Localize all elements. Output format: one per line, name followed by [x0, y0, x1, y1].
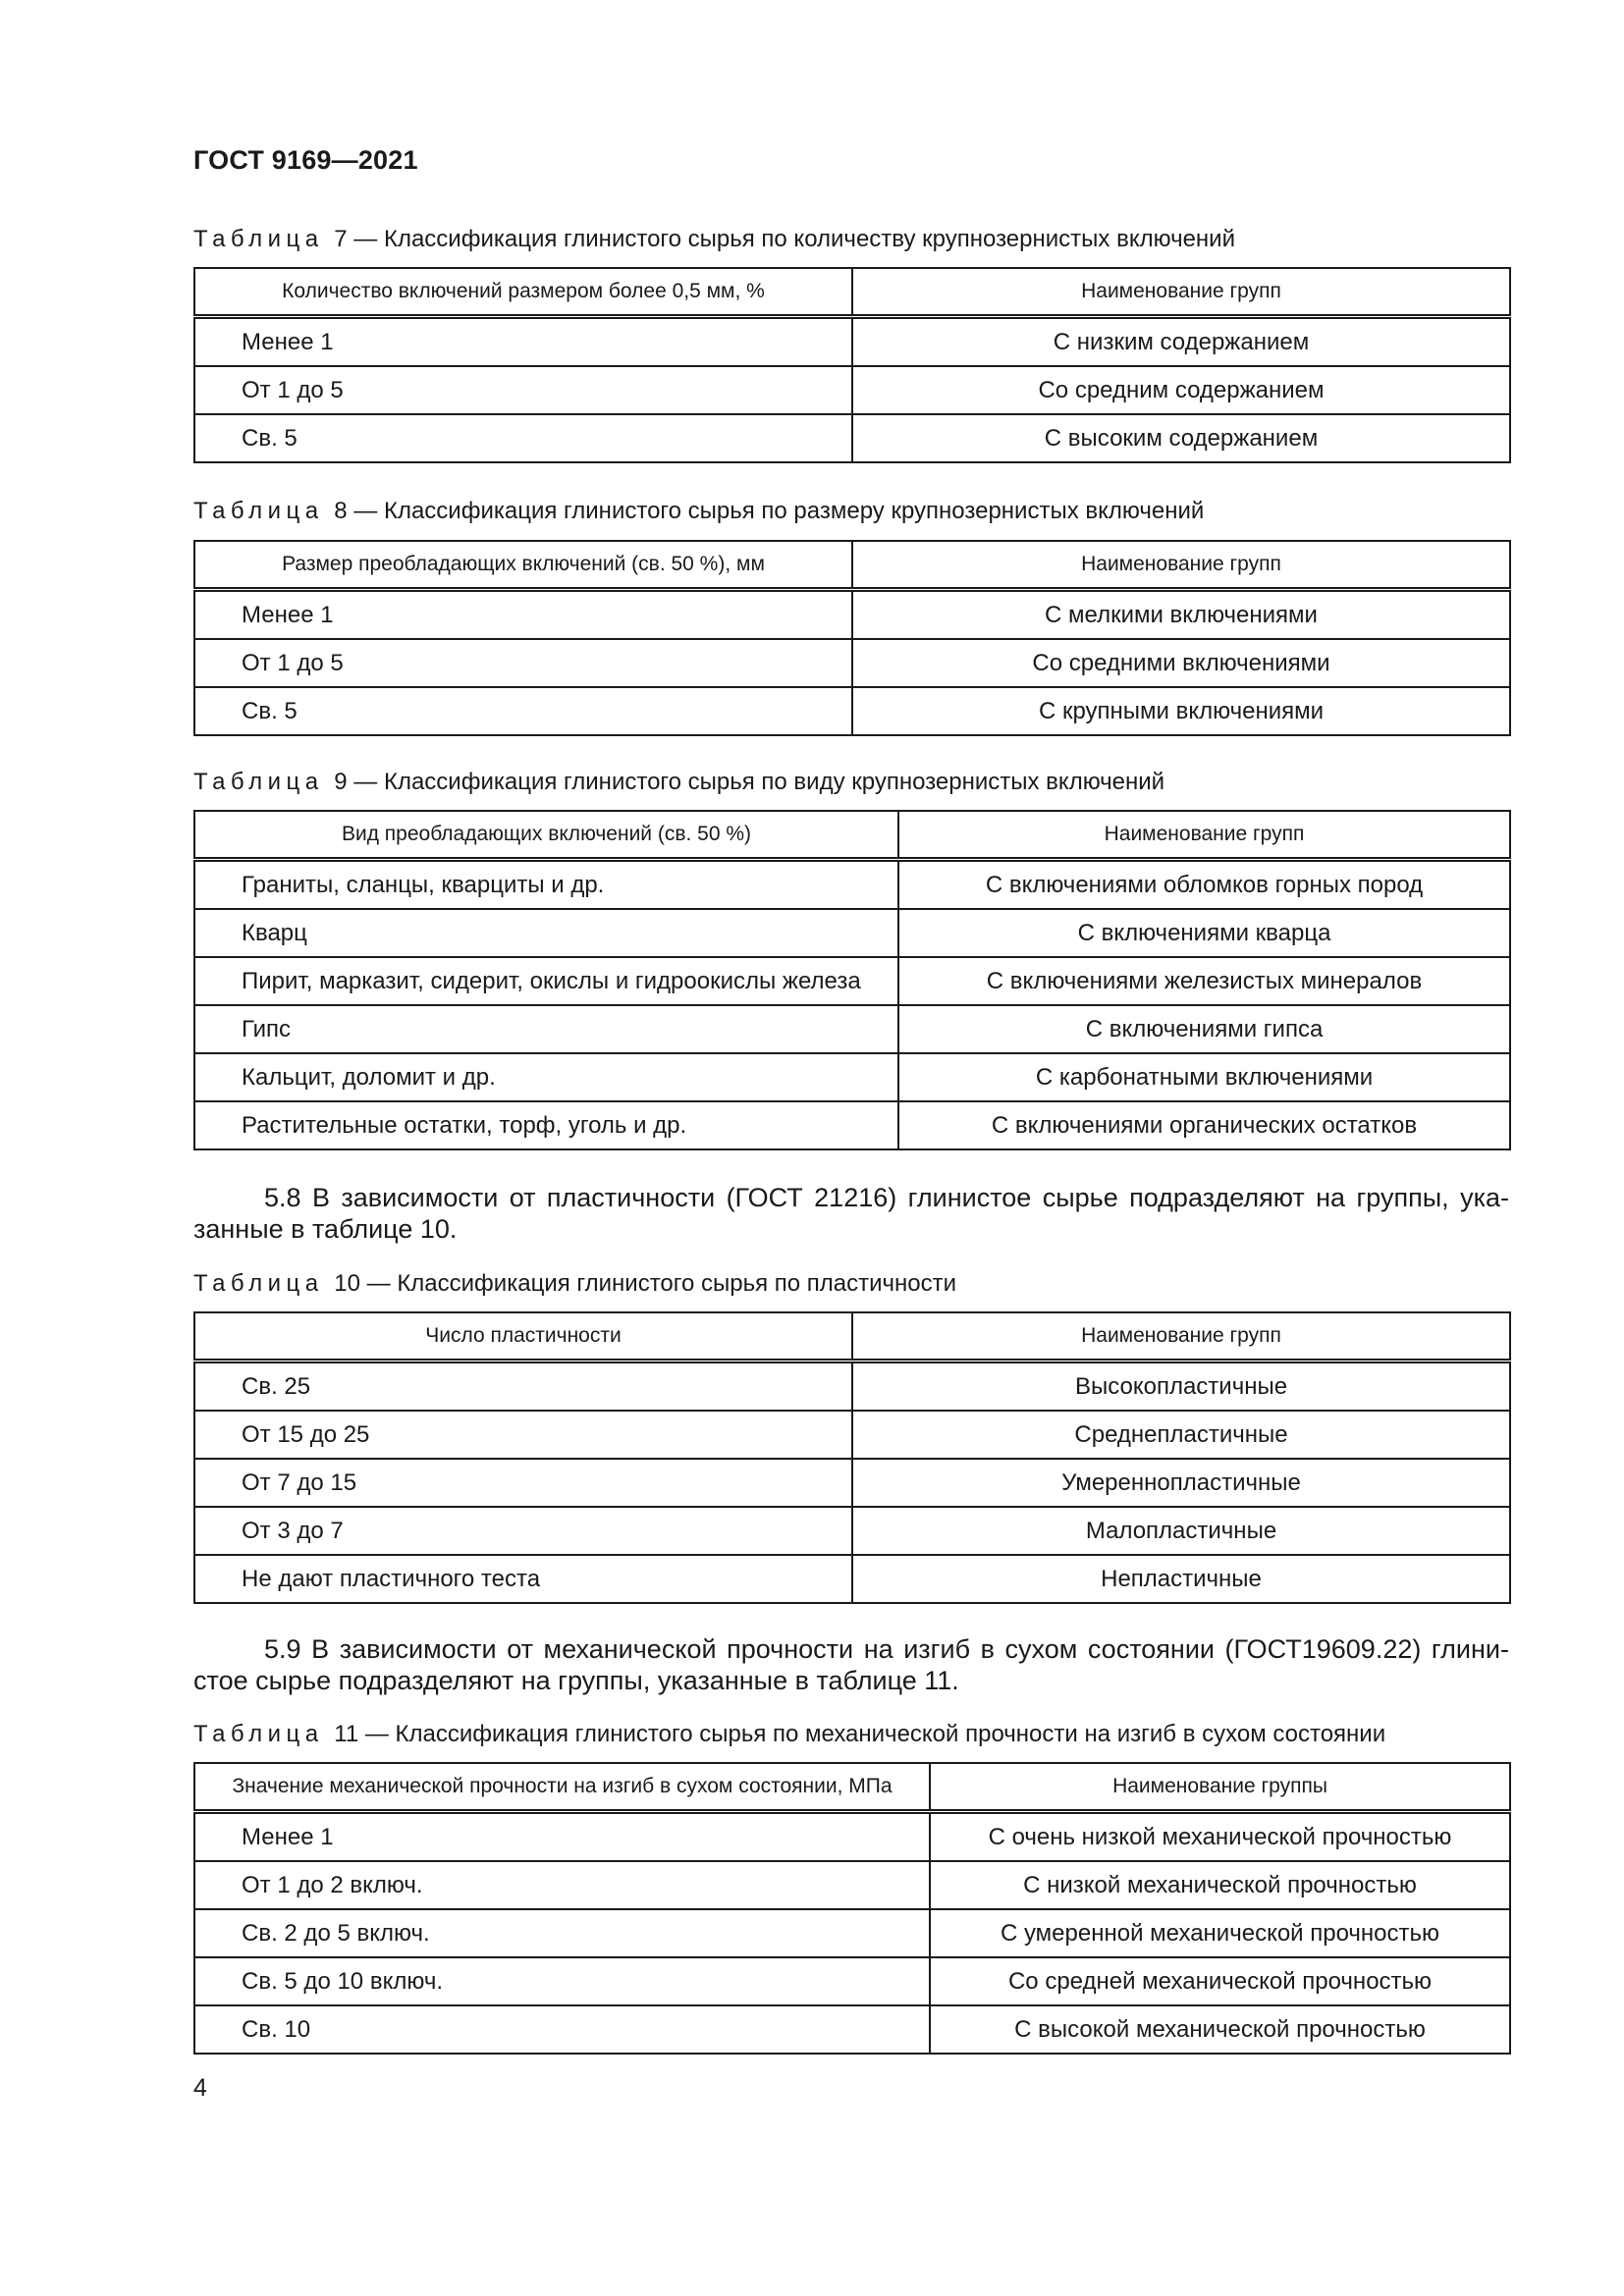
table-cell: Со средним содержанием — [852, 366, 1510, 414]
table-row — [194, 2005, 1510, 2054]
table-cell: Умереннопластичные — [852, 1459, 1510, 1507]
paragraph-line: стое сырье подразделяют на группы, указанные в таблице 11. — [193, 1666, 959, 1695]
table-cell: От 3 до 7 — [194, 1507, 852, 1555]
table10 — [193, 1311, 1511, 1604]
table-row — [194, 909, 1510, 957]
table-row — [194, 687, 1510, 735]
table-cell: Св. 10 — [194, 2005, 930, 2054]
table-cell: С низким содержанием — [852, 317, 1510, 367]
table-cell: Менее 1 — [194, 317, 852, 367]
table-cell: Высокопластичные — [852, 1362, 1510, 1412]
table-cell: Со средней механической прочностью — [930, 1957, 1510, 2005]
table-row — [194, 317, 1510, 367]
table-row — [194, 590, 1510, 640]
table-cell: Пирит, марказит, сидерит, окислы и гидроокислы железа — [194, 957, 898, 1005]
table-row — [194, 1812, 1510, 1862]
table-cell: От 1 до 5 — [194, 366, 852, 414]
table11-header-cell: Значение механической прочности на изгиб в сухом состоянии, МПа — [194, 1763, 930, 1812]
table7-caption-word: Таблица — [193, 226, 324, 252]
table-cell: С высокой механической прочностью — [930, 2005, 1510, 2054]
table-cell: Не дают пластичного теста — [194, 1555, 852, 1603]
table-row — [194, 366, 1510, 414]
table-row — [194, 1555, 1510, 1603]
table-row — [194, 414, 1510, 462]
table-cell: С очень низкой механической прочностью — [930, 1812, 1510, 1862]
table11-caption-word: Таблица — [193, 1721, 324, 1747]
table-row — [194, 1909, 1510, 1957]
table9-caption-word: Таблица — [193, 769, 324, 795]
table-cell: От 1 до 2 включ. — [194, 1861, 930, 1909]
table8-caption-title: 8 — Классификация глинистого сырья по размеру крупнозернистых включений — [334, 498, 1205, 524]
table-cell: Непластичные — [852, 1555, 1510, 1603]
table8-header-cell: Размер преобладающих включений (св. 50 %), мм — [194, 541, 852, 590]
table-row — [194, 1101, 1510, 1149]
paragraph-line: 5.8 В зависимости от пластичности (ГОСТ 21216) глинистое сырье подразделяют на группы, ука- — [264, 1183, 1509, 1212]
table-cell: Св. 2 до 5 включ. — [194, 1909, 930, 1957]
table-cell: Св. 25 — [194, 1362, 852, 1412]
document-header: ГОСТ 9169—2021 — [193, 145, 418, 175]
table10-header-cell: Наименование групп — [852, 1312, 1510, 1362]
table-cell: Граниты, сланцы, кварциты и др. — [194, 860, 898, 910]
table-cell: С включениями гипса — [898, 1005, 1510, 1053]
table-cell: С высоким содержанием — [852, 414, 1510, 462]
page-number: 4 — [193, 2074, 207, 2102]
table-cell: С умеренной механической прочностью — [930, 1909, 1510, 1957]
table-cell: Со средними включениями — [852, 639, 1510, 687]
table-cell: С включениями кварца — [898, 909, 1510, 957]
table-cell: Св. 5 — [194, 687, 852, 735]
table-cell: От 15 до 25 — [194, 1411, 852, 1459]
table-cell: Среднепластичные — [852, 1411, 1510, 1459]
table-cell: Кальцит, доломит и др. — [194, 1053, 898, 1101]
table-row — [194, 860, 1510, 910]
table-cell: Св. 5 — [194, 414, 852, 462]
paragraph-line: занные в таблице 10. — [193, 1214, 458, 1244]
table-row — [194, 957, 1510, 1005]
table-row — [194, 1459, 1510, 1507]
table11-caption-title: 11 — Классификация глинистого сырья по механической прочности на изгиб в сухом состоянии — [334, 1721, 1386, 1747]
table9-header-cell: Вид преобладающих включений (св. 50 %) — [194, 811, 898, 860]
table-cell: С крупными включениями — [852, 687, 1510, 735]
table-cell: С мелкими включениями — [852, 590, 1510, 640]
table-row — [194, 639, 1510, 687]
table8-header-cell: Наименование групп — [852, 541, 1510, 590]
table7-caption — [193, 226, 1235, 253]
table10-caption-title: 10 — Классификация глинистого сырья по пластичности — [334, 1270, 957, 1297]
table9-caption-title: 9 — Классификация глинистого сырья по виду крупнозернистых включений — [334, 769, 1165, 795]
table7-caption-title: 7 — Классификация глинистого сырья по количеству крупнозернистых включений — [334, 226, 1235, 252]
table11-header-cell: Наименование группы — [930, 1763, 1510, 1812]
table-cell: С карбонатными включениями — [898, 1053, 1510, 1101]
table8-caption — [193, 498, 1204, 525]
table-cell: Малопластичные — [852, 1507, 1510, 1555]
paragraph-line: 5.9 В зависимости от механической прочности на изгиб в сухом состоянии (ГОСТ19609.22) глини- — [264, 1634, 1509, 1664]
table-row — [194, 1411, 1510, 1459]
table-row — [194, 1957, 1510, 2005]
table9-header-cell: Наименование групп — [898, 811, 1510, 860]
table11 — [193, 1762, 1511, 2055]
table7-header-cell: Количество включений размером более 0,5 мм, % — [194, 268, 852, 317]
table8 — [193, 540, 1511, 736]
table-row — [194, 1861, 1510, 1909]
table-cell: Гипс — [194, 1005, 898, 1053]
paragraph-5-8 — [193, 1182, 1509, 1245]
paragraph-5-9 — [193, 1633, 1509, 1696]
table10-caption-word: Таблица — [193, 1270, 324, 1297]
table-row — [194, 1507, 1510, 1555]
table9 — [193, 810, 1511, 1150]
table7 — [193, 267, 1511, 463]
table9-caption — [193, 769, 1164, 796]
table-row — [194, 1053, 1510, 1101]
table-cell: С включениями железистых минералов — [898, 957, 1510, 1005]
table-row — [194, 1362, 1510, 1412]
table10-header-cell: Число пластичности — [194, 1312, 852, 1362]
table-cell: Менее 1 — [194, 590, 852, 640]
table11-caption — [193, 1721, 1385, 1748]
table-cell: С низкой механической прочностью — [930, 1861, 1510, 1909]
table-cell: С включениями обломков горных пород — [898, 860, 1510, 910]
table-cell: Растительные остатки, торф, уголь и др. — [194, 1101, 898, 1149]
table-cell: Менее 1 — [194, 1812, 930, 1862]
table-cell: От 7 до 15 — [194, 1459, 852, 1507]
table-cell: Кварц — [194, 909, 898, 957]
table-cell: От 1 до 5 — [194, 639, 852, 687]
table8-caption-word: Таблица — [193, 498, 324, 524]
table-row — [194, 1005, 1510, 1053]
table-cell: С включениями органических остатков — [898, 1101, 1510, 1149]
table-cell: Св. 5 до 10 включ. — [194, 1957, 930, 2005]
table10-caption — [193, 1270, 956, 1298]
table7-header-cell: Наименование групп — [852, 268, 1510, 317]
